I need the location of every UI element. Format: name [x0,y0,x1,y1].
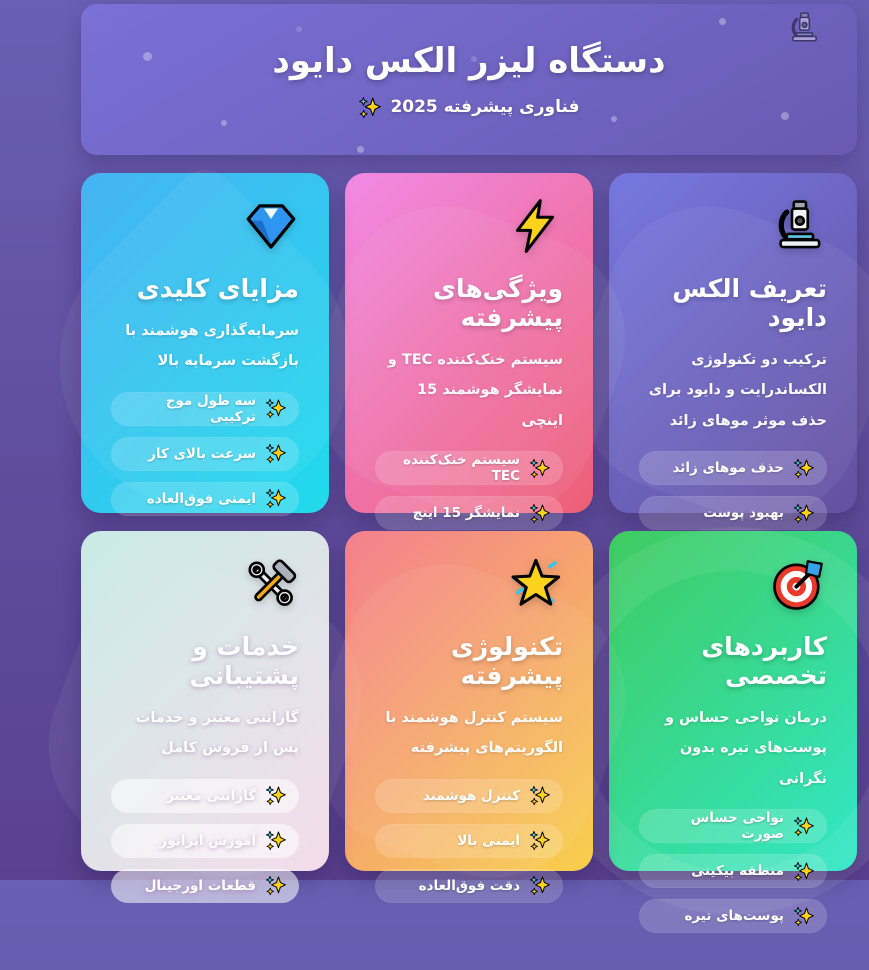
card-title: تکنولوژی پیشرفته [450,632,563,690]
header-corner-icons [779,11,821,45]
sparkles-icon [358,96,381,119]
sparkles-icon [793,816,814,837]
star-dot [143,52,152,61]
feature-pill-label: منطقه بیکینی [691,863,784,880]
card-title: ویژگی‌های پیشرفته [433,274,563,332]
card-description: سرمایه‌گذاری هوشمند با بازگشت سرمایه بالا [125,323,299,370]
card-title: خدمات و پشتیبانی [189,632,299,690]
feature-pill [375,451,563,485]
sparkles-icon [793,503,814,524]
sparkles-icon [529,830,550,851]
feature-pill [375,824,563,858]
sparkles-icon [265,875,286,896]
feature-pill [639,809,827,843]
card-description: سیستم کنترل هوشمند با الگوریتم‌های پیشرفته [385,710,563,757]
sparkles-icon [265,443,286,464]
sparkles-icon [529,458,550,479]
feature-pill [375,496,563,530]
tools-icon [111,556,299,612]
sparkles-icon [529,503,550,524]
feature-pill [111,869,299,903]
sparkles-icon [265,830,286,851]
feature-pill-label: ایمنی بالا [457,832,520,849]
feature-pill-label: کنترل هوشمند [422,787,520,804]
feature-pill [375,869,563,903]
target-icon [639,556,827,612]
feature-pill [639,496,827,530]
feature-card-applications [609,531,857,925]
sparkles-icon [793,906,814,927]
feature-pill-label: پوست‌های تیره [684,908,784,925]
feature-pill-label: بهبود پوست [703,505,784,522]
feature-pill-label: سرعت بالای کار [148,445,256,462]
feature-pill [111,482,299,516]
feature-pill-label: سیستم خنک‌کننده TEC [402,452,520,485]
header-banner [81,4,857,155]
feature-pill-list [111,392,299,516]
star-dot [719,18,726,25]
feature-pill-label: سه طول موج ترکیبی [165,392,256,425]
microscope-icon [787,11,821,45]
feature-pill-list [375,779,563,903]
feature-card-definition [609,173,857,522]
card-description: گارانتی معتبر و خدمات پس از فروش کامل [135,710,299,757]
page-title: دستگاه لیزر الکس دایود [272,40,666,81]
feature-pill-label: حذف موهای زائد [672,460,784,477]
feature-card-benefits [81,173,329,513]
feature-pill-label: نمایشگر 15 اینچ [412,505,520,522]
feature-pill-label: آموزش اپراتور [159,832,256,849]
feature-card-services [81,531,329,894]
microscope-icon [639,198,827,254]
star-dot [611,116,617,122]
feature-pill [639,899,827,933]
sparkles-icon [529,875,550,896]
feature-pill [111,392,299,426]
feature-pill-label: دقت فوق‌العاده [418,877,520,894]
page-subtitle-label: فناوری پیشرفته 2025 [390,97,580,117]
sparkles-icon [793,861,814,882]
card-description: سیستم خنک‌کننده TEC و نمایشگر هوشمند 15 اینچی [387,352,563,429]
sparkles-icon [529,785,550,806]
card-description: ترکیب دو تکنولوژی الکساندرایت و دایود برای حذف موثر موهای زائد [648,352,827,429]
star-dot [471,56,477,62]
feature-pill-label: نواحی حساس صورت [690,810,784,843]
feature-pill-list [639,809,827,933]
sparkles-icon [265,398,286,419]
feature-pill [375,779,563,813]
feature-pill-list [111,779,299,903]
feature-card-technology [345,531,593,894]
star-dot [221,120,227,126]
feature-pill-label: قطعات اورجینال [144,877,256,894]
star-dot [296,26,302,32]
sparkles-icon [265,785,286,806]
feature-pill [639,451,827,485]
lightning-icon [375,198,563,254]
feature-pill [111,824,299,858]
feature-card-features [345,173,593,522]
feature-pill-label: گارانتی معتبر [166,787,256,804]
page-subtitle [358,96,579,119]
sparkles-icon [265,488,286,509]
feature-pill-label: ایمنی فوق‌العاده [146,490,256,507]
card-title: مزایای کلیدی [136,274,299,303]
feature-card-grid [81,173,857,925]
feature-pill [639,854,827,888]
feature-pill [111,779,299,813]
gem-icon [111,198,299,254]
star-dot [357,146,364,153]
star-dot [781,112,789,120]
card-title: کاربردهای تخصصی [701,632,827,690]
card-description: درمان نواحی حساس و پوست‌های تیره بدون نگرانی [664,710,827,787]
sparkles-icon [793,458,814,479]
glowing-star-icon [375,556,563,612]
card-title: تعریف الکس دایود [672,274,827,332]
feature-pill [111,437,299,471]
